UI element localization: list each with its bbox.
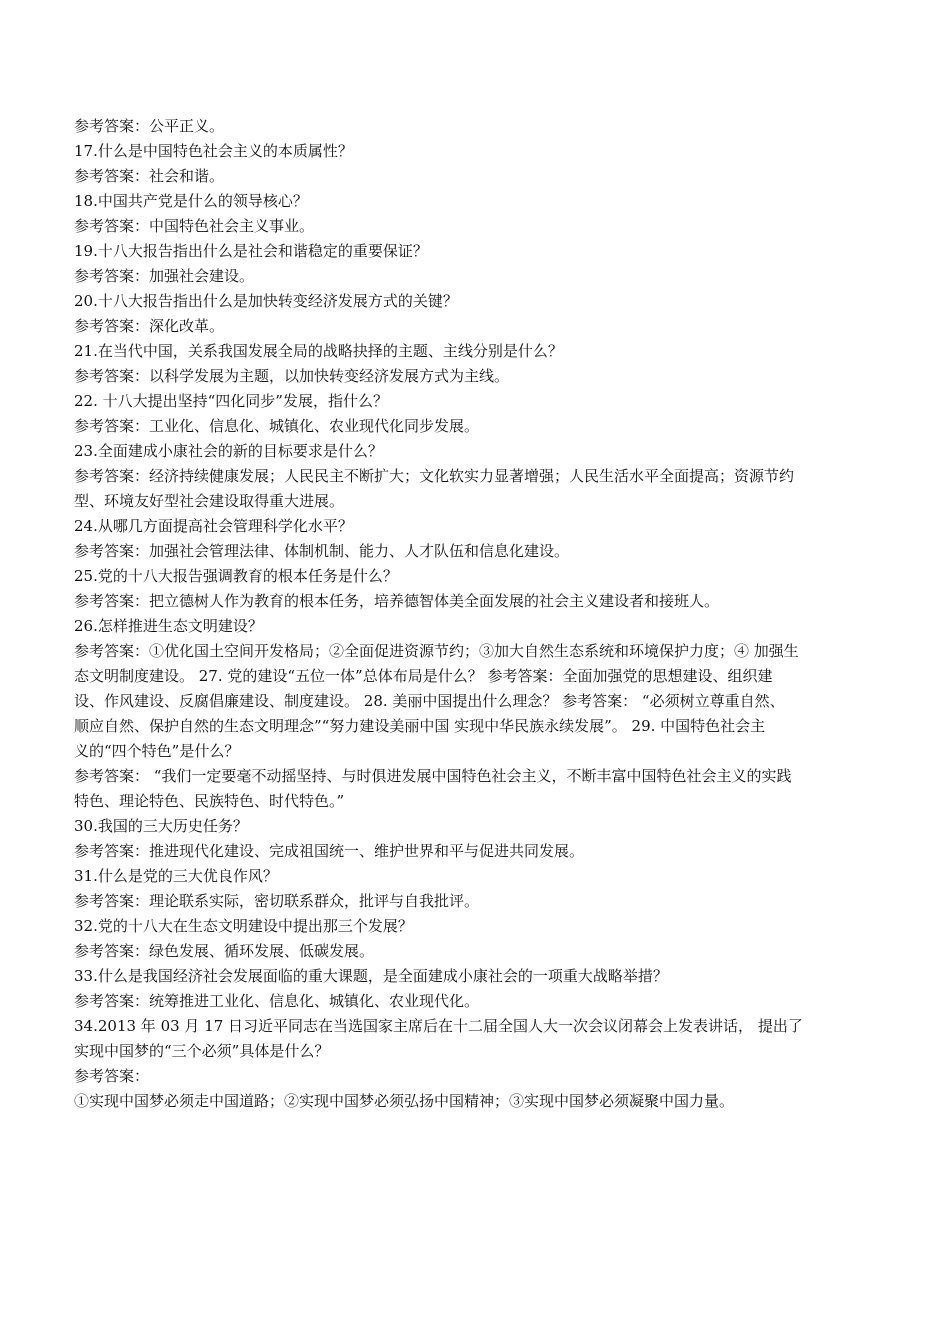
question-line: 30.我国的三大历史任务？ (74, 817, 248, 835)
question-line: 实现中国梦的“三个必须”具体是什么？ (74, 1042, 330, 1060)
question-line: 21.在当代中国，关系我国发展全局的战略抉择的主题、主线分别是什么？ (74, 342, 563, 360)
question-line: 25.党的十八大报告强调教育的根本任务是什么？ (74, 567, 398, 585)
question-line: 31.什么是党的三大优良作风？ (74, 867, 278, 885)
question-line: 18.中国共产党是什么的领导核心？ (74, 192, 308, 210)
answer-line: 参考答案：绿色发展、循环发展、低碳发展。 (74, 942, 375, 960)
paragraph-line: 义的“四个特色”是什么？ (74, 742, 240, 760)
answer-line: 参考答案：以科学发展为主题，以加快转变经济发展方式为主线。 (74, 367, 510, 385)
question-line: 23.全面建成小康社会的新的目标要求是什么？ (74, 442, 383, 460)
question-line: 22. 十八大提出坚持“四化同步”发展，指什么？ (74, 392, 388, 410)
question-line: 24.从哪几方面提高社会管理科学化水平？ (74, 517, 353, 535)
answer-line: 参考答案：推进现代化建设、完成祖国统一、维护世界和平与促进共同发展。 (74, 842, 585, 860)
question-line: 34.2013 年 03 月 17 日习近平同志在当选国家主席后在十二届全国人大一次会议闭幕会上发表讲话， 提出了 (74, 1017, 803, 1035)
paragraph-line: 态文明制度建设。 27. 党的建设“五位一体”总体布局是什么？ 参考答案：全面加强党的思想建设、组织建 (74, 667, 773, 685)
answer-line: 参考答案： (74, 1067, 150, 1085)
answer-line: 参考答案：①优化国土空间开发格局；②全面促进资源节约；③加大自然生态系统和环境保护力度；④ 加强生 (74, 642, 799, 660)
question-line: 17.什么是中国特色社会主义的本质属性？ (74, 142, 353, 160)
answer-line: 参考答案：中国特色社会主义事业。 (74, 217, 315, 235)
answer-line: 参考答案： “我们一定要毫不动摇坚持、与时俱进发展中国特色社会主义，不断丰富中国特色社会主义的实践 (74, 767, 792, 785)
answer-line: 参考答案：工业化、信息化、城镇化、农业现代化同步发展。 (74, 417, 480, 435)
answer-line: 参考答案：经济持续健康发展；人民民主不断扩大；文化软实力显著增强；人民生活水平全面提高；资源节约 (74, 467, 795, 485)
answer-line: 参考答案：加强社会建设。 (74, 267, 255, 285)
answer-line: 参考答案：加强社会管理法律、体制机制、能力、人才队伍和信息化建设。 (74, 542, 570, 560)
answer-line: 参考答案：统筹推进工业化、信息化、城镇化、农业现代化。 (74, 992, 480, 1010)
paragraph-line: 设、作风建设、反腐倡廉建设、制度建设。 28. 美丽中国提出什么理念？ 参考答案： “必须树立尊重自然、 (74, 692, 785, 710)
question-line: 26.怎样推进生态文明建设？ (74, 617, 263, 635)
question-line: 19.十八大报告指出什么是社会和谐稳定的重要保证？ (74, 242, 428, 260)
answer-line: 参考答案：社会和谐。 (74, 167, 225, 185)
question-line: 32.党的十八大在生态文明建设中提出那三个发展？ (74, 917, 413, 935)
question-line: 20.十八大报告指出什么是加快转变经济发展方式的关键？ (74, 292, 458, 310)
answer-line: 参考答案：把立德树人作为教育的根本任务，培养德智体美全面发展的社会主义建设者和接班人。 (74, 592, 720, 610)
paragraph-line: 顺应自然、保护自然的生态文明理念”“努力建设美丽中国 实现中华民族永续发展”。 29. 中国特色社会主 (74, 717, 766, 735)
question-line: 33.什么是我国经济社会发展面临的重大课题，是全面建成小康社会的一项重大战略举措？ (74, 967, 668, 985)
document-page (74, 114, 884, 1114)
answer-line: 型、环境友好型社会建设取得重大进展。 (74, 492, 345, 510)
answer-line: ①实现中国梦必须走中国道路；②实现中国梦必须弘扬中国精神；③实现中国梦必须凝聚中国力量。 (74, 1092, 735, 1110)
answer-line: 特色、理论特色、民族特色、时代特色。” (74, 792, 345, 810)
answer-line: 参考答案：理论联系实际，密切联系群众，批评与自我批评。 (74, 892, 480, 910)
answer-line: 参考答案：深化改革。 (74, 317, 225, 335)
answer-line: 参考答案：公平正义。 (74, 117, 225, 135)
